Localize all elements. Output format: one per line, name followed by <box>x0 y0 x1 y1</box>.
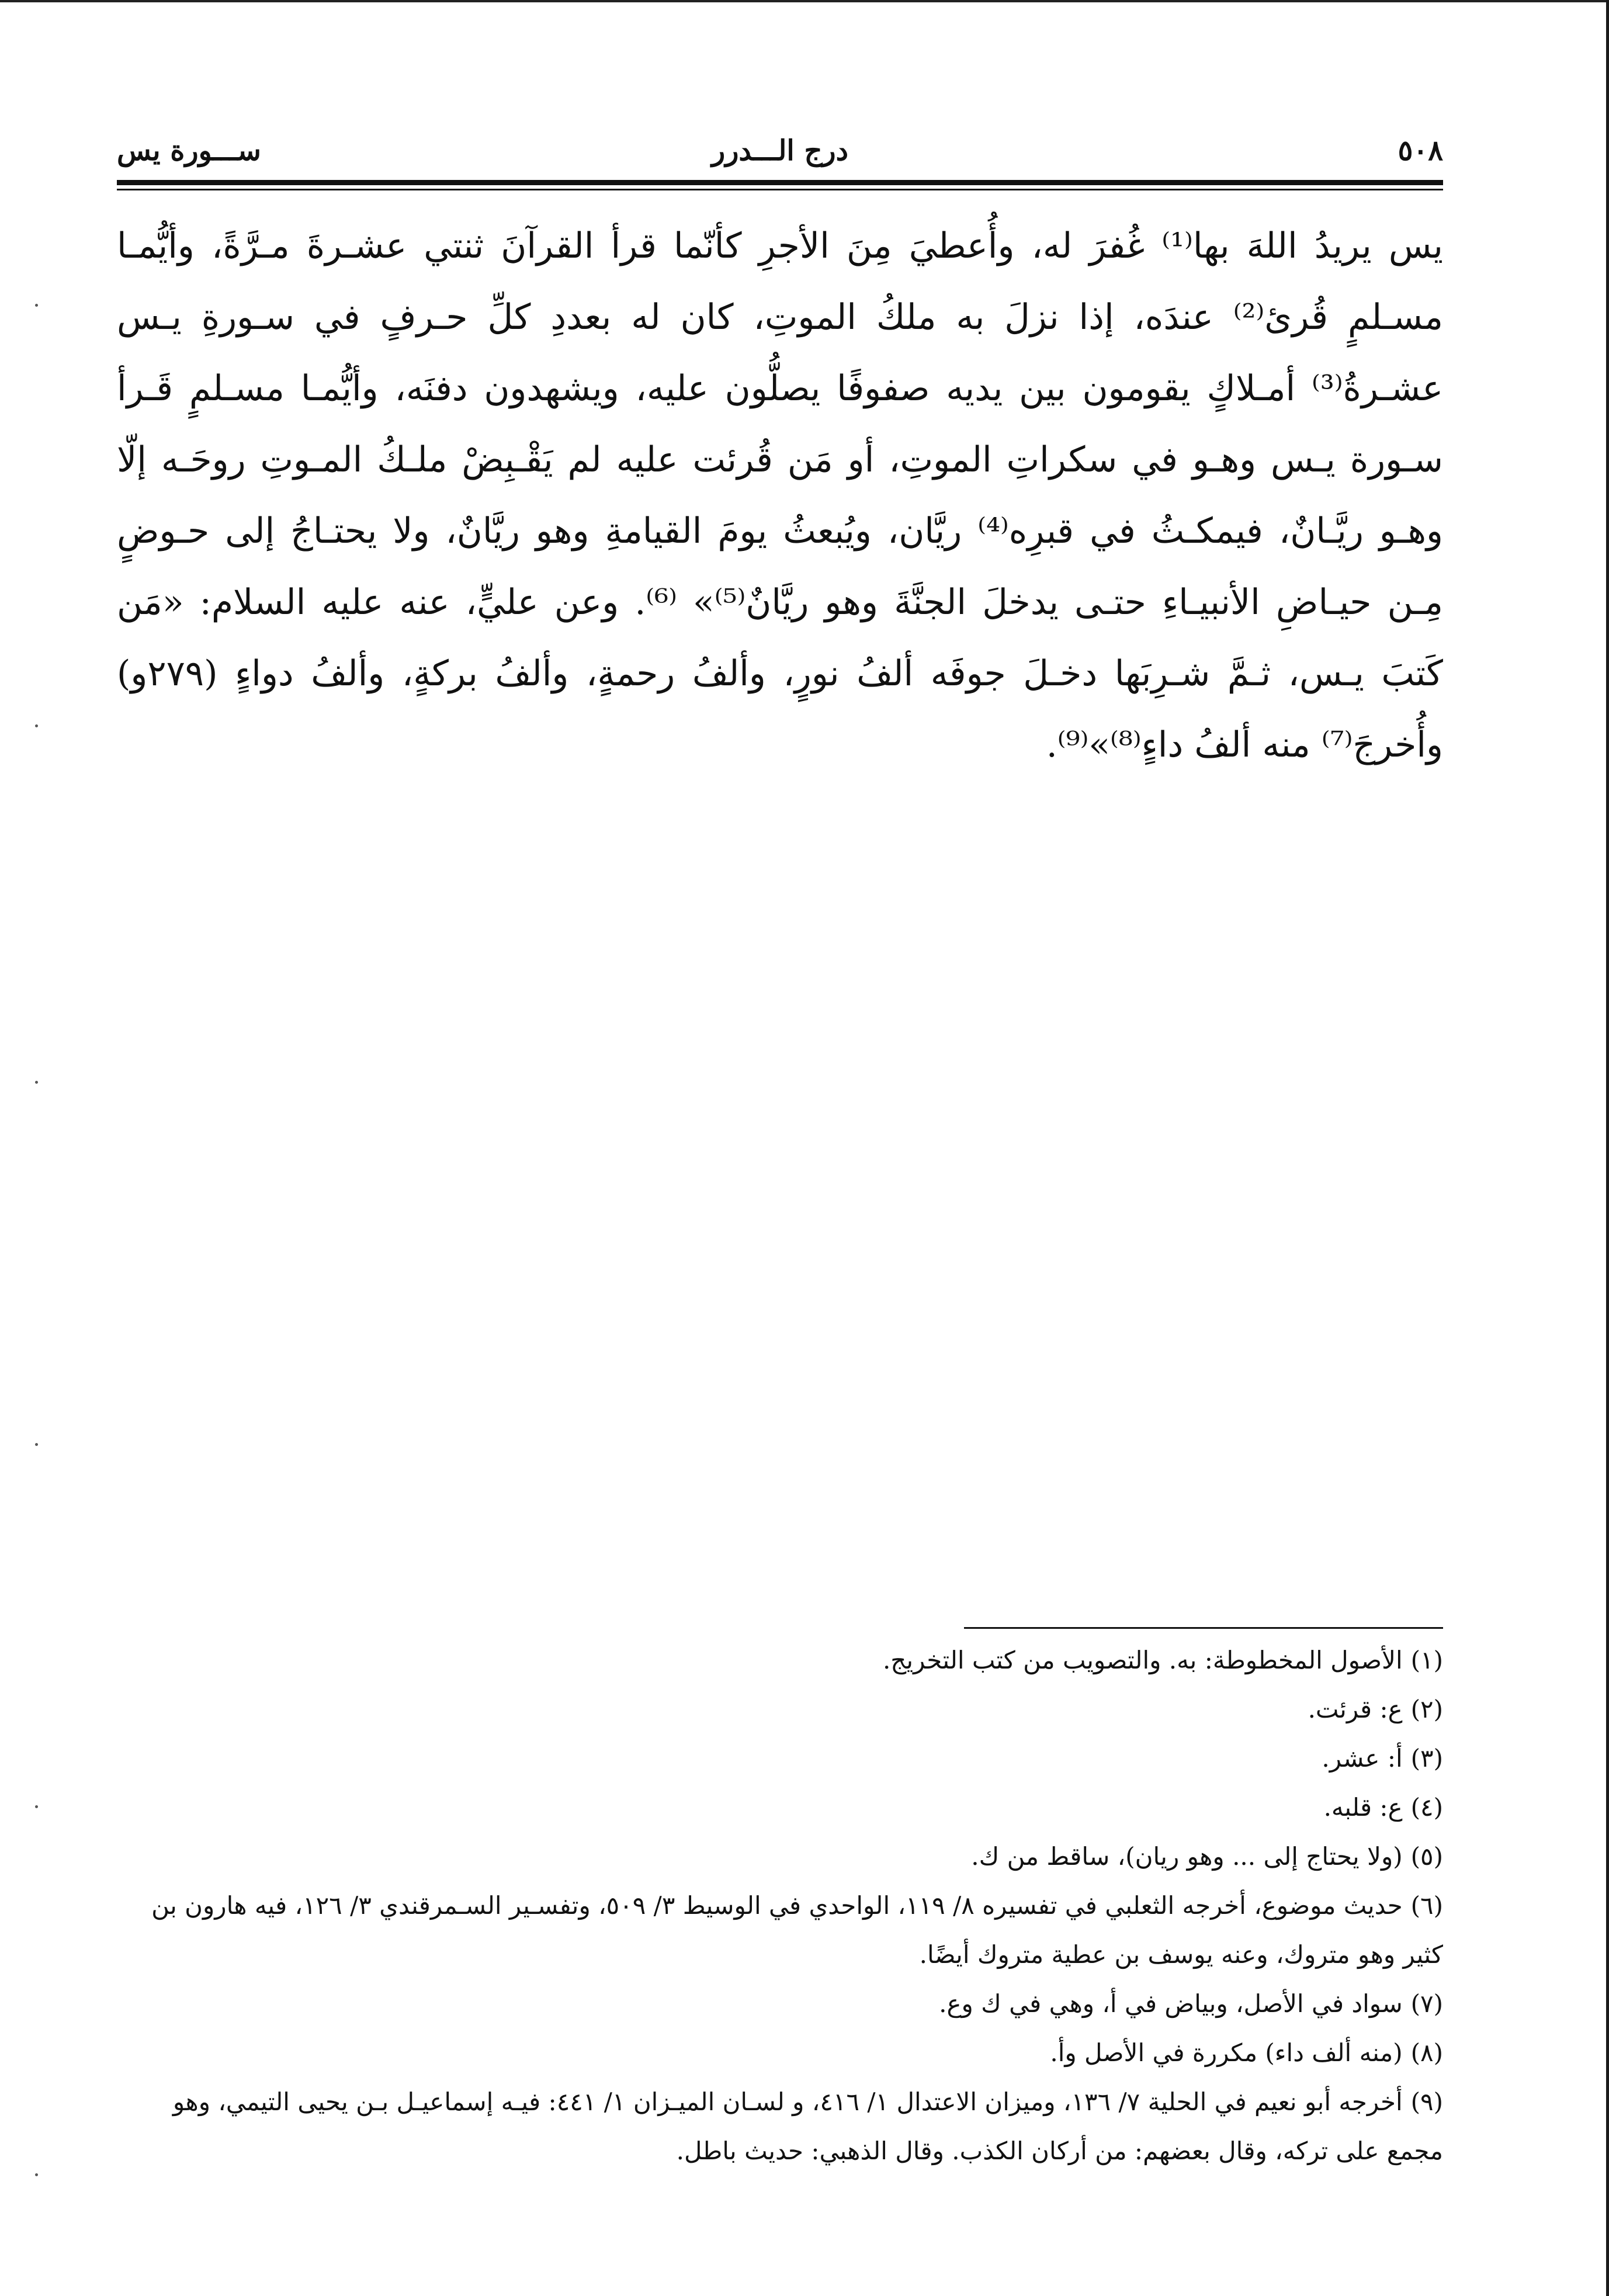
footnote-number: (٤) <box>1410 1793 1443 1822</box>
footnote-separator <box>964 1627 1443 1629</box>
scan-speck <box>35 304 38 307</box>
footnote-text: ع: قلبه. <box>1323 1793 1403 1822</box>
footnote-number: (١) <box>1410 1646 1443 1674</box>
surah-name: ســـورة يس <box>117 134 261 167</box>
footnote-6 <box>117 1881 1443 1979</box>
scan-speck <box>35 724 38 727</box>
footnote-text: سواد في الأصل، وبياض في أ، وهي في ك وع. <box>939 1989 1403 2018</box>
footnote-2 <box>117 1685 1443 1734</box>
footnote-text: ع: قرئت. <box>1308 1695 1403 1723</box>
footnote-text: (منه ألف داء) مكررة في الأصل وأ. <box>1050 2038 1403 2067</box>
page-header <box>117 123 1443 175</box>
footnote-8 <box>117 2028 1443 2078</box>
book-title: درج الـــدرر <box>712 134 848 167</box>
footnotes-list <box>117 1636 1443 2176</box>
scan-speck <box>35 1081 38 1084</box>
footnote-number: (٦) <box>1410 1891 1443 1920</box>
footnote-number: (٩) <box>1410 2087 1443 2116</box>
footnote-text: الأصول المخطوطة: به. والتصويب من كتب التخريج. <box>882 1646 1403 1674</box>
scan-speck <box>35 2173 38 2176</box>
footnote-number: (٢) <box>1410 1695 1443 1723</box>
footnote-1 <box>117 1636 1443 1685</box>
footnote-number: (٨) <box>1410 2038 1443 2067</box>
footnote-text: أخرجه أبو نعيم في الحلية ٧/ ١٣٦، وميزان الاعتدال ١/ ٤١٦، و لسـان الميـزان ١/ ٤٤١: فيـه إسماعيـل بـن يحيى التيمي، وهو مجمع على تركه، وقال بعضهم: من أركان الكذب. وقال الذهبي: حديث باطل. <box>172 2087 1443 2165</box>
main-text-block <box>117 210 1443 781</box>
footnote-9 <box>117 2078 1443 2176</box>
scan-speck <box>35 1443 38 1446</box>
footnote-text: (ولا يحتاج إلى ... وهو ريان)، ساقط من ك. <box>971 1842 1403 1871</box>
footnote-4 <box>117 1783 1443 1832</box>
footnote-number: (٣) <box>1410 1744 1443 1773</box>
footnote-number: (٧) <box>1410 1989 1443 2018</box>
footnote-5 <box>117 1832 1443 1881</box>
footnote-number: (٥) <box>1410 1842 1443 1871</box>
scan-top-edge <box>0 0 1609 2</box>
header-rule-thick <box>117 180 1443 185</box>
footnote-text: حديث موضوع، أخرجه الثعلبي في تفسيره ٨/ ١١٩، الواحدي في الوسيط ٣/ ٥٠٩، وتفسـير السـمرقندي ٣/ ١٢٦، فيه هارون بن كثير وهو متروك، وعنه يوسف بن عطية متروك أيضًا. <box>151 1891 1443 1969</box>
footnote-7 <box>117 1979 1443 2028</box>
main-paragraph: يس يريدُ اللهَ بها⁽¹⁾ غُفرَ له، وأُعطيَ مِنَ الأجرِ كأنّما قرأ القرآنَ ثنتي عشـرةَ مـرَّةً، وأيُّمـا مسـلمٍ قُرئ⁽²⁾ عندَه، إذا نزلَ به ملكُ الموتِ، كان له بعددِ كلِّ حـرفٍ في سـورةِ يـس عشـرةُ⁽³⁾ أمـلاكٍ يقومون بين يديه صفوفًا يصلُّون عليه، ويشهدون دفنَه، وأيُّمـا مسـلمٍ قَـرأ سـورة يـس وهـو في سكراتِ الموتِ، أو مَن قُرئت عليه لم يَقْـبِضْ ملـكُ المـوتِ روحَـه إلّا وهـو ريَّـانٌ، فيمكـثُ في قبرِه⁽⁴⁾ ريَّان، ويُبعثُ يومَ القيامةِ وهو ريَّانٌ، ولا يحتـاجُ إلى حـوضٍ مِـن حيـاضِ الأنبيـاءِ حتـى يدخلَ الجنَّةَ وهو ريَّانٌ⁽⁵⁾» ⁽⁶⁾. وعن عليٍّ، عنه عليه السلام: «مَن كَتبَ يـس، ثـمَّ شـرِبَها دخـلَ جوفَه ألفُ نورٍ، وألفُ رحمةٍ، وألفُ بركةٍ، وألفُ دواءٍ (٢٧٩و) وأُخرجَ⁽⁷⁾ منه ألفُ داءٍ⁽⁸⁾»⁽⁹⁾. <box>117 226 1444 765</box>
page-number: ٥٠٨ <box>1398 134 1443 167</box>
scan-right-edge <box>1606 0 1609 2296</box>
footnote-text: أ: عشر. <box>1322 1744 1403 1773</box>
footnote-3 <box>117 1734 1443 1783</box>
scan-speck <box>35 1805 38 1808</box>
header-rule-thin <box>117 189 1443 190</box>
